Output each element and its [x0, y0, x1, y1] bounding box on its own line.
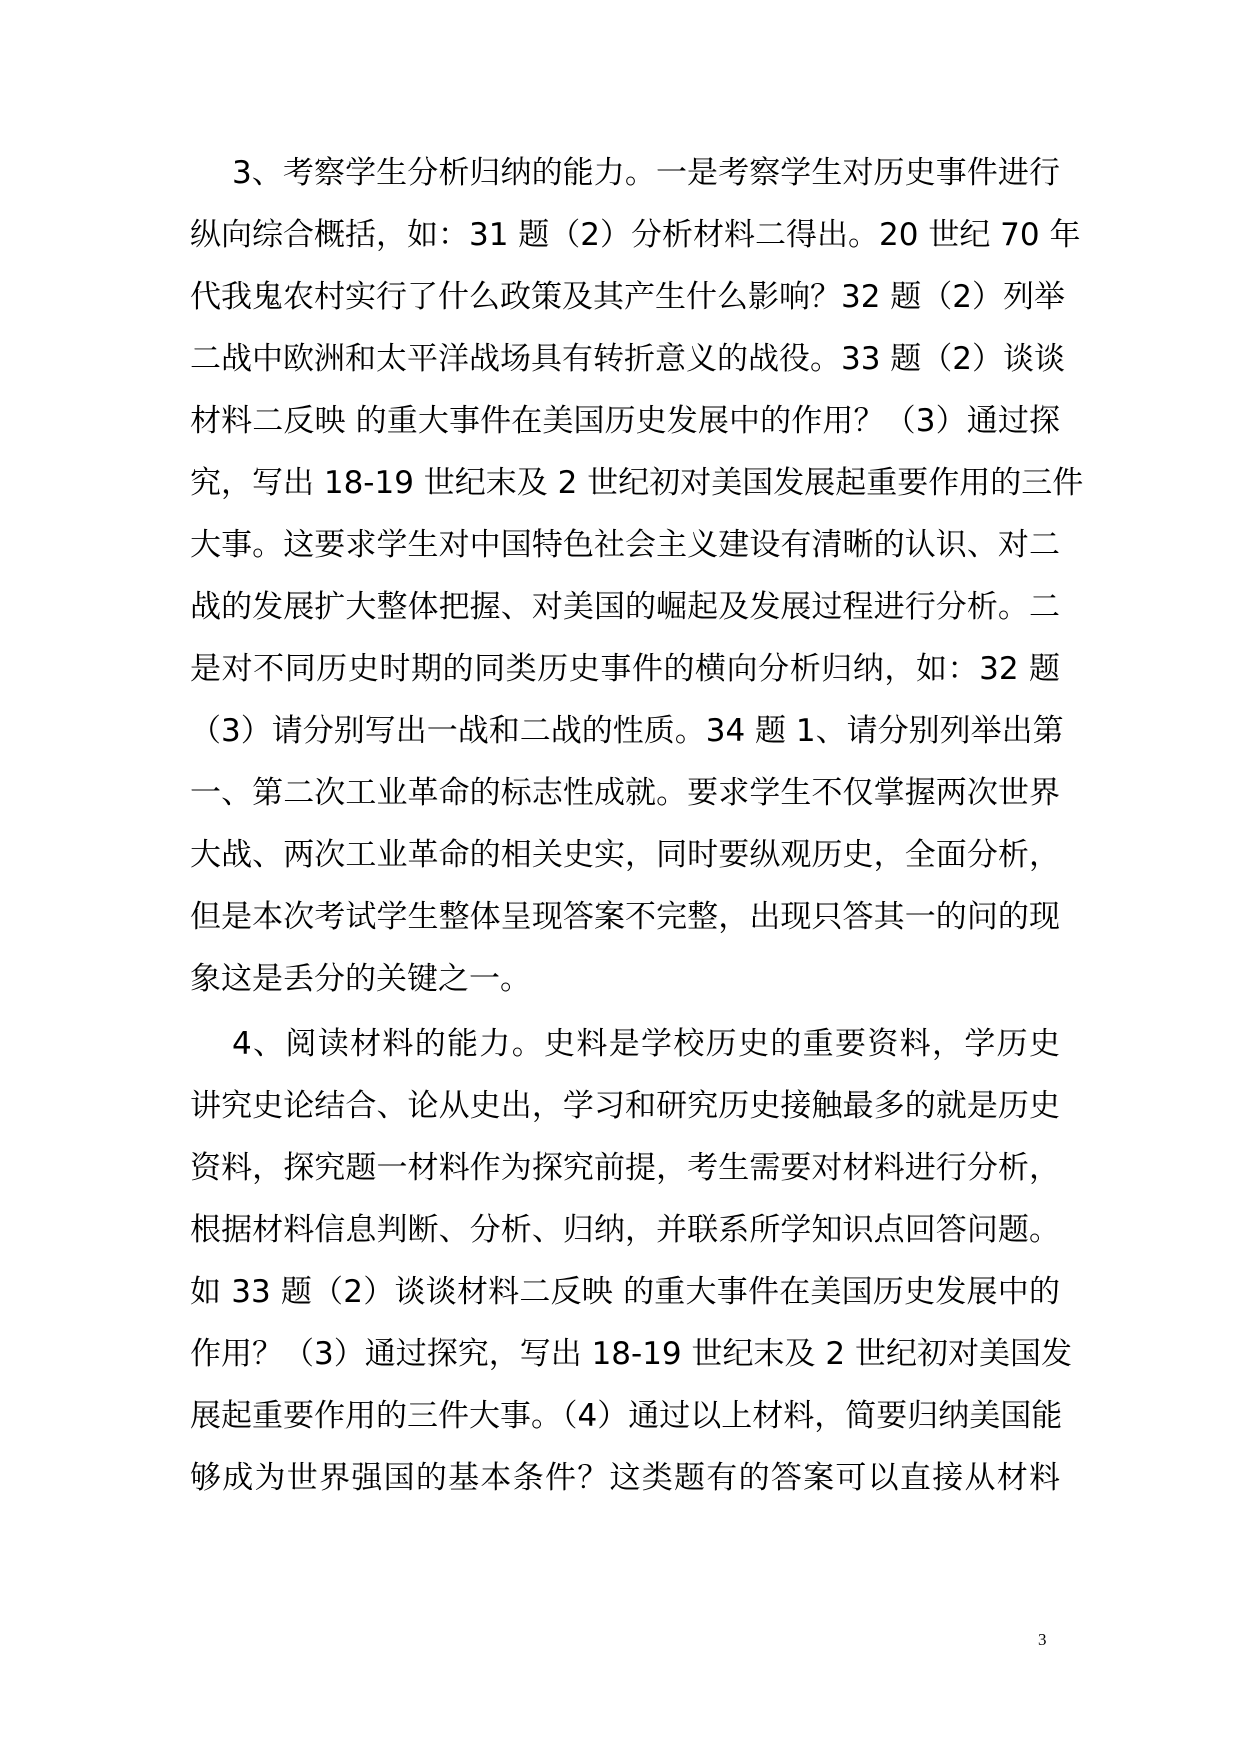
page-number: 3	[1038, 1630, 1047, 1649]
paragraph-2-line-7: 展起重要作用的三件大事。（4）通过以上材料，简要归纳美国能	[190, 1398, 1063, 1434]
paragraph-1-line-8: 战的发展扩大整体把握、对美国的崛起及发展过程进行分析。二	[190, 589, 1060, 625]
paragraph-1-line-4: 二战中欧洲和太平洋战场具有转折意义的战役。33 题（2）谈谈	[190, 341, 1066, 377]
paragraph-1-line-2: 纵向综合概括，如：31 题（2）分析材料二得出。20 世纪 70 年	[190, 217, 1081, 253]
paragraph-1-line-12: 大战、两次工业革命的相关史实，同时要纵观历史，全面分析，	[190, 837, 1060, 873]
paragraph-2-line-4: 根据材料信息判断、分析、归纳，并联系所学知识点回答问题。	[190, 1212, 1060, 1248]
paragraph-1-line-3: 代我鬼农村实行了什么政策及其产生什么影响？32 题（2）列举	[190, 279, 1066, 315]
paragraph-1-line-13: 但是本次考试学生整体呈现答案不完整，出现只答其一的问的现	[190, 899, 1060, 935]
paragraph-1-line-9: 是对不同历史时期的同类历史事件的横向分析归纳，如：32 题	[190, 651, 1060, 687]
paragraph-1-line-10: （3）请分别写出一战和二战的性质。34 题 1、请分别列举出第	[190, 713, 1064, 749]
paragraph-2-line-5: 如 33 题（2）谈谈材料二反映 的重大事件在美国历史发展中的	[190, 1274, 1060, 1310]
paragraph-1-line-5: 材料二反映 的重大事件在美国历史发展中的作用？（3）通过探	[190, 403, 1060, 439]
paragraph-1-line-14: 象这是丢分的关键之一。	[190, 961, 531, 997]
paragraph-2-line-2: 讲究史论结合、论从史出，学习和研究历史接触最多的就是历史	[190, 1088, 1060, 1124]
paragraph-1-line-11: 一、第二次工业革命的标志性成就。要求学生不仅掌握两次世界	[190, 775, 1060, 811]
paragraph-1-line-7: 大事。这要求学生对中国特色社会主义建设有清晰的认识、对二	[190, 527, 1060, 563]
paragraph-2-line-3: 资料，探究题一材料作为探究前提，考生需要对材料进行分析，	[190, 1150, 1060, 1186]
paragraph-1-line-6: 究，写出 18-19 世纪末及 2 世纪初对美国发展起重要作用的三件	[190, 465, 1084, 501]
paragraph-2-line-6: 作用？（3）通过探究，写出 18-19 世纪末及 2 世纪初对美国发	[190, 1336, 1072, 1372]
paragraph-2-line-8: 够成为世界强国的基本条件？这类题有的答案可以直接从材料	[190, 1460, 1060, 1496]
paragraph-2-line-1: 4、阅读材料的能力。史料是学校历史的重要资料，学历史	[232, 1026, 1060, 1062]
paragraph-1-line-1: 3、考察学生分析归纳的能力。一是考察学生对历史事件进行	[232, 155, 1060, 191]
